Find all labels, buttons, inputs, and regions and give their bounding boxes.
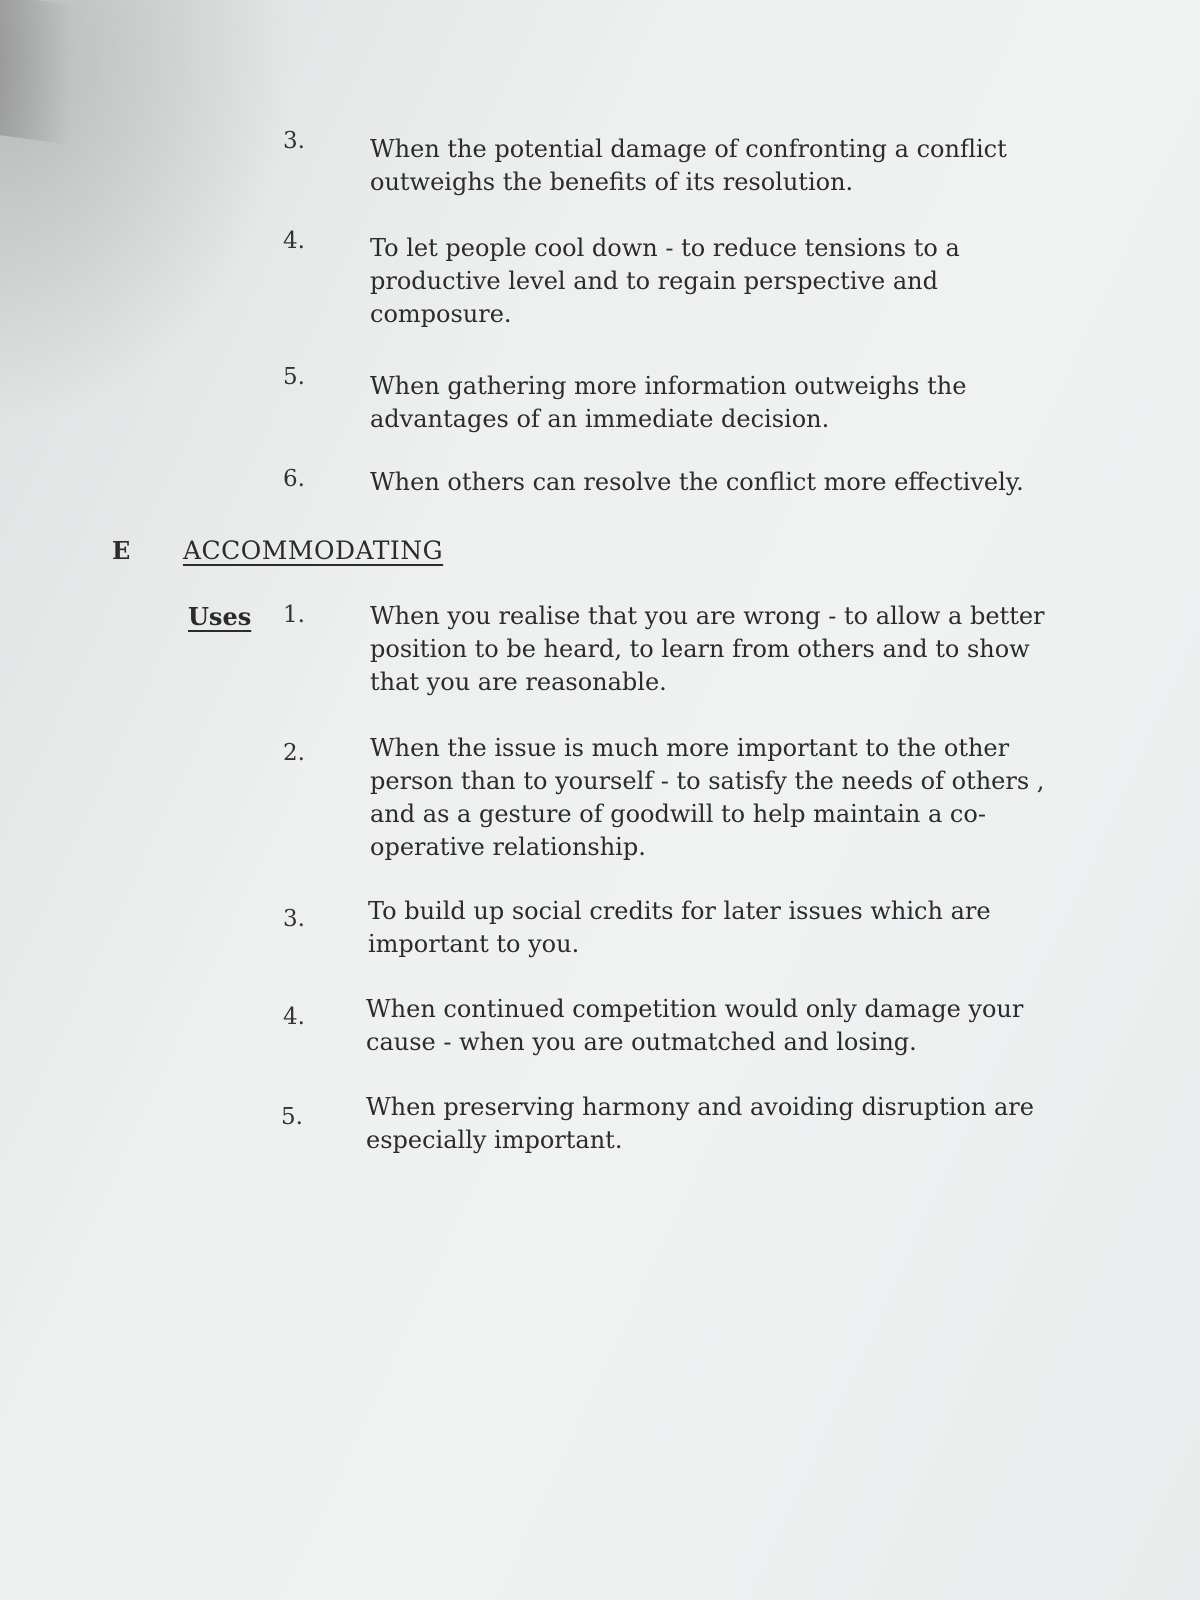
item-text bbox=[366, 1091, 1034, 1157]
item-number: 5. bbox=[283, 364, 305, 390]
item-number: 5. bbox=[281, 1104, 303, 1130]
item-text-line: position to be heard, to learn from others and to show bbox=[370, 635, 1030, 663]
item-text bbox=[368, 895, 991, 961]
section-letter: E bbox=[112, 536, 131, 565]
item-number: 3. bbox=[283, 906, 305, 932]
item-number: 1. bbox=[283, 602, 305, 628]
item-number: 4. bbox=[283, 1004, 305, 1030]
item-text bbox=[370, 732, 1044, 864]
item-text-line: cause - when you are outmatched and losing. bbox=[366, 1028, 917, 1056]
uses-label: Uses bbox=[188, 602, 252, 631]
item-text-line: When the potential damage of confronting a conflict bbox=[370, 135, 1007, 163]
item-text-line: When you realise that you are wrong - to allow a better bbox=[370, 602, 1045, 630]
item-text-line: operative relationship. bbox=[370, 833, 646, 861]
item-number: 6. bbox=[283, 466, 305, 492]
item-text-line: outweighs the benefits of its resolution. bbox=[370, 168, 854, 196]
item-text bbox=[370, 466, 1024, 499]
item-text bbox=[370, 370, 966, 436]
item-text-line: important to you. bbox=[368, 930, 580, 958]
item-text-line: When continued competition would only damage your bbox=[366, 995, 1024, 1023]
item-number: 2. bbox=[283, 740, 305, 766]
item-text-line: advantages of an immediate decision. bbox=[370, 405, 830, 433]
item-text bbox=[366, 993, 1023, 1059]
item-text-line: productive level and to regain perspective and bbox=[370, 267, 938, 295]
item-text-line: especially important. bbox=[366, 1126, 623, 1154]
item-text bbox=[370, 133, 1007, 199]
item-text bbox=[370, 232, 960, 331]
section-title: ACCOMMODATING bbox=[183, 536, 444, 565]
item-text-line: that you are reasonable. bbox=[370, 668, 667, 696]
item-number: 4. bbox=[283, 228, 305, 254]
page-fold-shadow bbox=[0, 0, 70, 145]
item-text-line: person than to yourself - to satisfy the needs of others , bbox=[370, 767, 1045, 795]
item-text-line: To build up social credits for later issues which are bbox=[368, 897, 991, 925]
item-text bbox=[370, 600, 1045, 699]
item-text-line: When preserving harmony and avoiding disruption are bbox=[366, 1093, 1034, 1121]
item-number: 3. bbox=[283, 128, 305, 154]
item-text-line: composure. bbox=[370, 300, 512, 328]
item-text-line: When others can resolve the conflict more effectively. bbox=[370, 468, 1024, 496]
item-text-line: When gathering more information outweighs the bbox=[370, 372, 967, 400]
item-text-line: When the issue is much more important to the other bbox=[370, 734, 1010, 762]
item-text-line: and as a gesture of goodwill to help maintain a co- bbox=[370, 800, 986, 828]
item-text-line: To let people cool down - to reduce tensions to a bbox=[370, 234, 960, 262]
